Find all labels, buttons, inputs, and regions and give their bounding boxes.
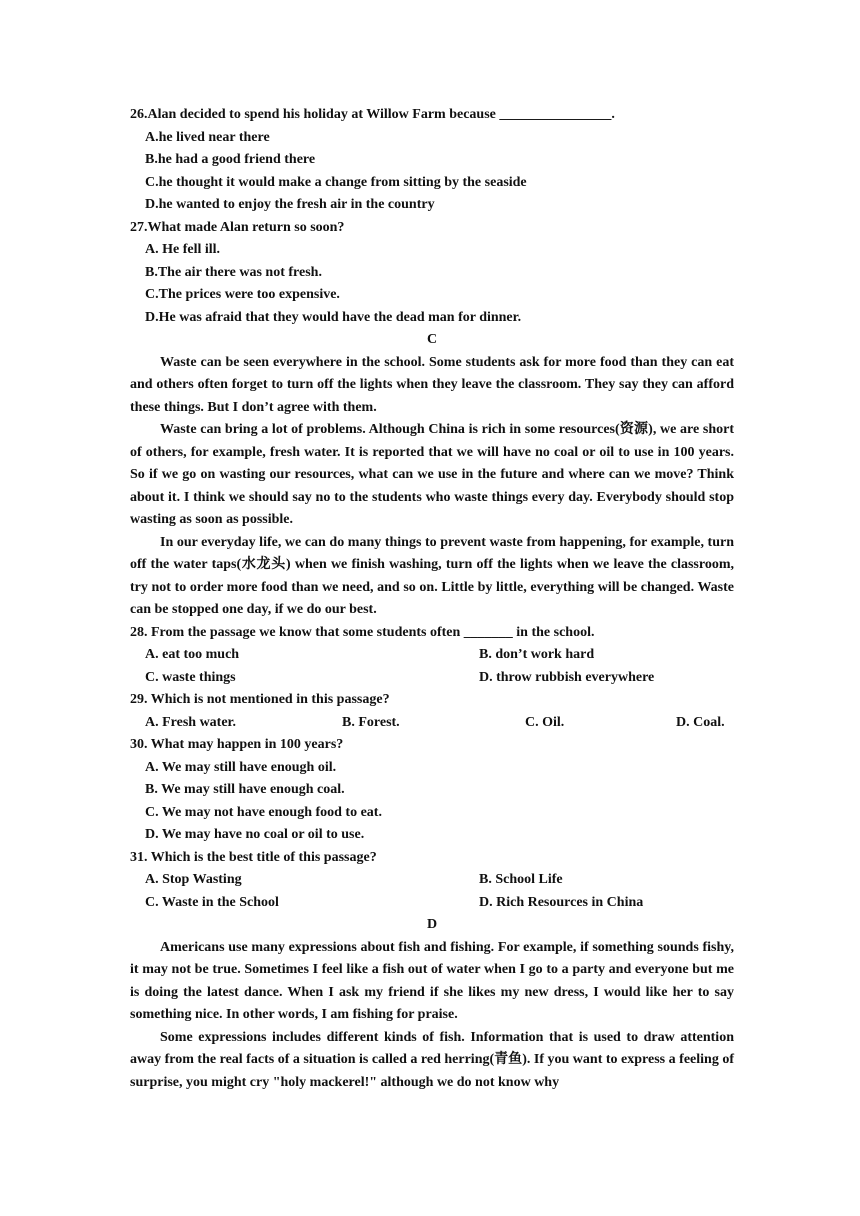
question-stem: 27.What made Alan return so soon? <box>130 219 345 235</box>
passage-d <box>130 937 734 1095</box>
question-29 <box>130 689 734 734</box>
option-c: C. Waste in the School <box>145 894 279 910</box>
option-c: C. We may not have enough food to eat. <box>145 804 382 820</box>
option-b: B. Forest. <box>342 714 400 730</box>
passage-paragraph: Waste can bring a lot of problems. Although China is rich in some resources(资源), we are short of others, for example, fresh water. It is reported that we will have no coal or oil to use in 100 years. So if we go on wasting our resources, what can we use in the future and where can we move? Think about it. I think we should say no to the students who waste things every day. Everybody should stop wasting as soon as possible. <box>130 422 734 527</box>
question-30 <box>130 734 734 847</box>
option-a: A. Fresh water. <box>145 714 236 730</box>
question-stem: 29. Which is not mentioned in this passage? <box>130 692 390 707</box>
question-stem: 31. Which is the best title of this passage? <box>130 849 377 865</box>
question-28 <box>130 622 734 690</box>
option-b: B.The air there was not fresh. <box>145 264 322 280</box>
passage-c <box>130 352 734 622</box>
passage-paragraph: Americans use many expressions about fish and fishing. For example, if something sounds fishy, it may not be true. Sometimes I feel like a fish out of water when I go to a party and everyone but me is doing the latest dance. When I ask my friend if she likes my new dress, I would like her to say something nice. In other words, I am fishing for praise. <box>130 939 734 1022</box>
option-d: D. Coal. <box>676 714 725 730</box>
question-31 <box>130 847 734 915</box>
option-d: D.he wanted to enjoy the fresh air in the country <box>145 197 435 212</box>
section-label-d: D <box>426 917 438 932</box>
question-stem: 30. What may happen in 100 years? <box>130 737 344 752</box>
option-a: A. Stop Wasting <box>145 872 242 887</box>
exam-page <box>130 104 734 1094</box>
option-c: C.he thought it would make a change from sitting by the seaside <box>145 174 527 190</box>
passage-paragraph: Some expressions includes different kinds of fish. Information that is used to draw attention away from the real facts of a situation is called a red herring(青鱼). If you want to express a feeling of surprise, you might cry "holy mackerel!" although we do not know why <box>130 1029 734 1090</box>
option-c: C. Oil. <box>525 714 565 730</box>
section-label-c: C <box>426 332 438 347</box>
question-27 <box>130 217 734 330</box>
option-d: D.He was afraid that they would have the dead man for dinner. <box>145 309 522 325</box>
option-a: A. eat too much <box>145 647 240 662</box>
question-stem: 28. From the passage we know that some students often _______ in the school. <box>130 624 595 640</box>
option-a: A. He fell ill. <box>145 242 221 257</box>
option-b: B. School Life <box>479 872 563 887</box>
option-a: A.he lived near there <box>145 129 270 145</box>
option-c: C. waste things <box>145 669 236 685</box>
option-b: B.he had a good friend there <box>145 152 316 167</box>
option-b: B. We may still have enough coal. <box>145 782 345 797</box>
option-d: D. We may have no coal or oil to use. <box>145 827 365 842</box>
passage-paragraph: In our everyday life, we can do many things to prevent waste from happening, for example, turn off the water taps(水龙头) when we finish washing, turn off the lights when we leave the classroom, try not to order more food than we need, and so on. Little by little, everything will be changed. Waste can be stopped one day, if we do our best. <box>130 534 734 617</box>
option-c: C.The prices were too expensive. <box>145 287 340 302</box>
option-d: D. throw rubbish everywhere <box>479 669 655 685</box>
question-stem: 26.Alan decided to spend his holiday at Willow Farm because ________________. <box>130 107 615 122</box>
passage-paragraph: Waste can be seen everywhere in the school. Some students ask for more food than they can eat and others often forget to turn off the lights when they leave the classroom. They say they can afford these things. But I don’t agree with them. <box>130 354 734 415</box>
option-a: A. We may still have enough oil. <box>145 759 337 775</box>
option-d: D. Rich Resources in China <box>479 894 644 910</box>
option-b: B. don’t work hard <box>479 647 595 662</box>
question-26 <box>130 104 734 217</box>
